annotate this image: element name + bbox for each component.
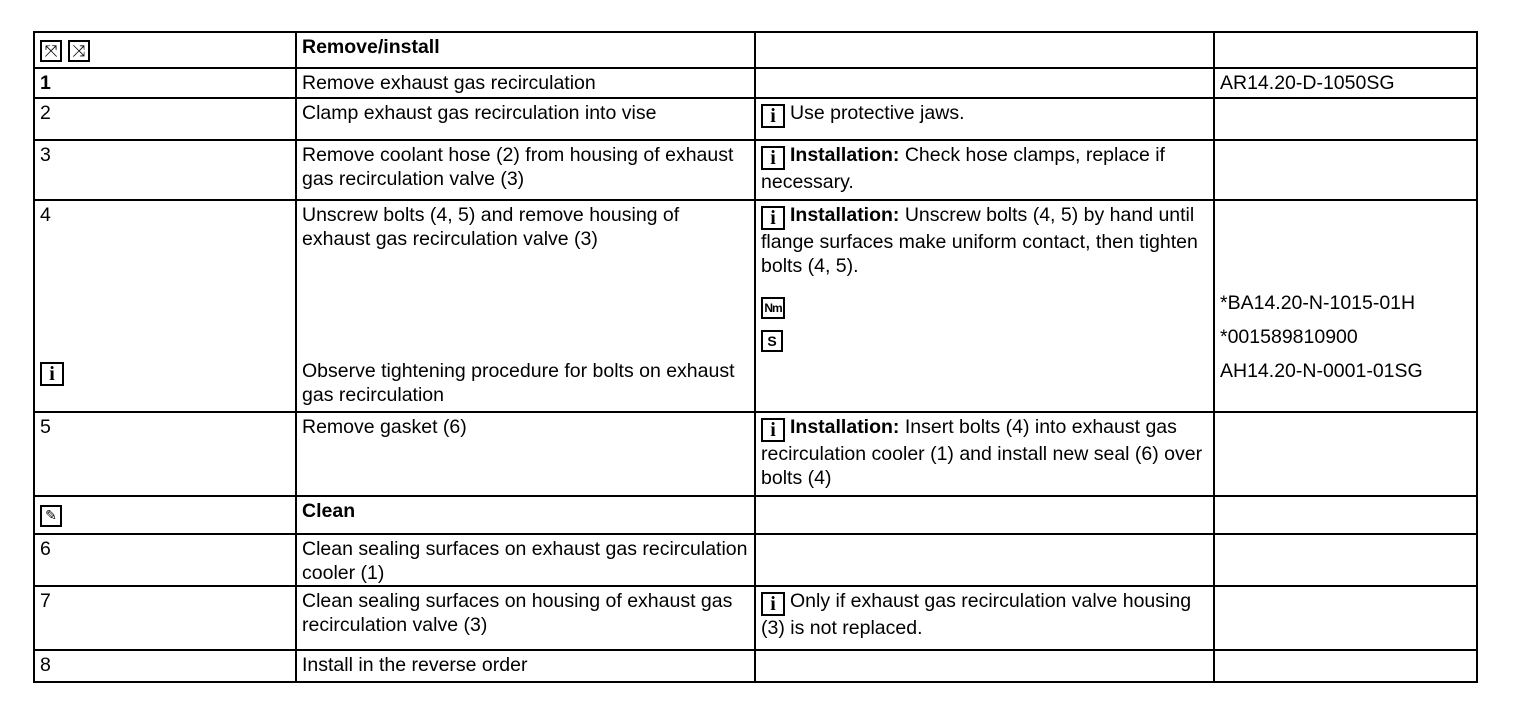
table-row xyxy=(34,412,1477,496)
tool-reference: *001589810900 xyxy=(1220,326,1358,348)
table-row xyxy=(34,200,1477,412)
step-action: Unscrew bolts (4, 5) and remove housing of exhaust gas recirculation valve (3) xyxy=(302,204,680,250)
step-number: 5 xyxy=(34,412,296,496)
info-icon: i xyxy=(40,362,64,386)
step-number: 2 xyxy=(34,98,296,140)
info-icon: i xyxy=(761,146,785,170)
torque-reference: *BA14.20-N-1015-01H xyxy=(1220,292,1416,314)
remove-icon: ⤧ xyxy=(40,40,62,62)
install-icon: ⤨ xyxy=(68,40,90,62)
step-action: Clean sealing surfaces on housing of exhaust gas recirculation valve (3) xyxy=(296,586,755,650)
table-row-clean-header xyxy=(34,496,1477,534)
table-row xyxy=(34,650,1477,682)
note-text: Only if exhaust gas recirculation valve housing (3) is not replaced. xyxy=(761,590,1192,639)
info-icon: i xyxy=(761,592,785,616)
section-title-clean: Clean xyxy=(296,496,755,534)
note-label: Installation: xyxy=(790,204,900,226)
clean-icon: ✎ xyxy=(40,505,62,527)
step-number: 4 xyxy=(40,204,51,226)
section-title-remove-install: Remove/install xyxy=(296,32,755,68)
info-icon: i xyxy=(761,104,785,128)
step-note xyxy=(755,98,1214,140)
note-label: Installation: xyxy=(790,416,900,438)
info-icon: i xyxy=(761,206,785,230)
step-action: Install in the reverse order xyxy=(296,650,755,682)
table-row xyxy=(34,140,1477,200)
note-text: Use protective jaws. xyxy=(790,102,965,124)
step-note xyxy=(755,586,1214,650)
table-row xyxy=(34,534,1477,586)
step-number: 6 xyxy=(34,534,296,586)
step-action: Remove gasket (6) xyxy=(296,412,755,496)
step-number: 7 xyxy=(34,586,296,650)
header-icons-cell xyxy=(34,32,296,68)
info-icon: i xyxy=(761,418,785,442)
step-reference: AR14.20-D-1050SG xyxy=(1214,68,1477,98)
note-text: Unscrew bolts (4, 5) by hand until flange surfaces make uniform contact, then tighten bolts (4, 5). xyxy=(761,204,1198,277)
step-note xyxy=(755,412,1214,496)
step-action: Remove coolant hose (2) from housing of exhaust gas recirculation valve (3) xyxy=(296,140,755,200)
table-row-header xyxy=(34,32,1477,68)
info-action: Observe tightening procedure for bolts on exhaust gas recirculation xyxy=(302,360,735,406)
step-action: Clean sealing surfaces on exhaust gas recirculation cooler (1) xyxy=(296,534,755,586)
step-action: Clamp exhaust gas recirculation into vise xyxy=(296,98,755,140)
step-action: Remove exhaust gas recirculation xyxy=(296,68,755,98)
torque-icon: Nm xyxy=(761,297,785,319)
table-row xyxy=(34,68,1477,98)
step-note xyxy=(755,140,1214,200)
step-note xyxy=(761,203,1208,278)
special-tool-icon: S xyxy=(761,330,783,352)
procedure-table xyxy=(33,31,1478,683)
step-number: 1 xyxy=(34,68,296,98)
table-row xyxy=(34,586,1477,650)
note-text: Insert bolts (4) into exhaust gas recirculation cooler (1) and install new seal (6) over bolts (4) xyxy=(761,416,1203,489)
step-number: 3 xyxy=(34,140,296,200)
step-number: 8 xyxy=(34,650,296,682)
note-label: Installation: xyxy=(790,144,900,166)
info-reference: AH14.20-N-0001-01SG xyxy=(1220,360,1423,382)
table-row xyxy=(34,98,1477,140)
note-text: Check hose clamps, replace if necessary. xyxy=(761,144,1165,193)
